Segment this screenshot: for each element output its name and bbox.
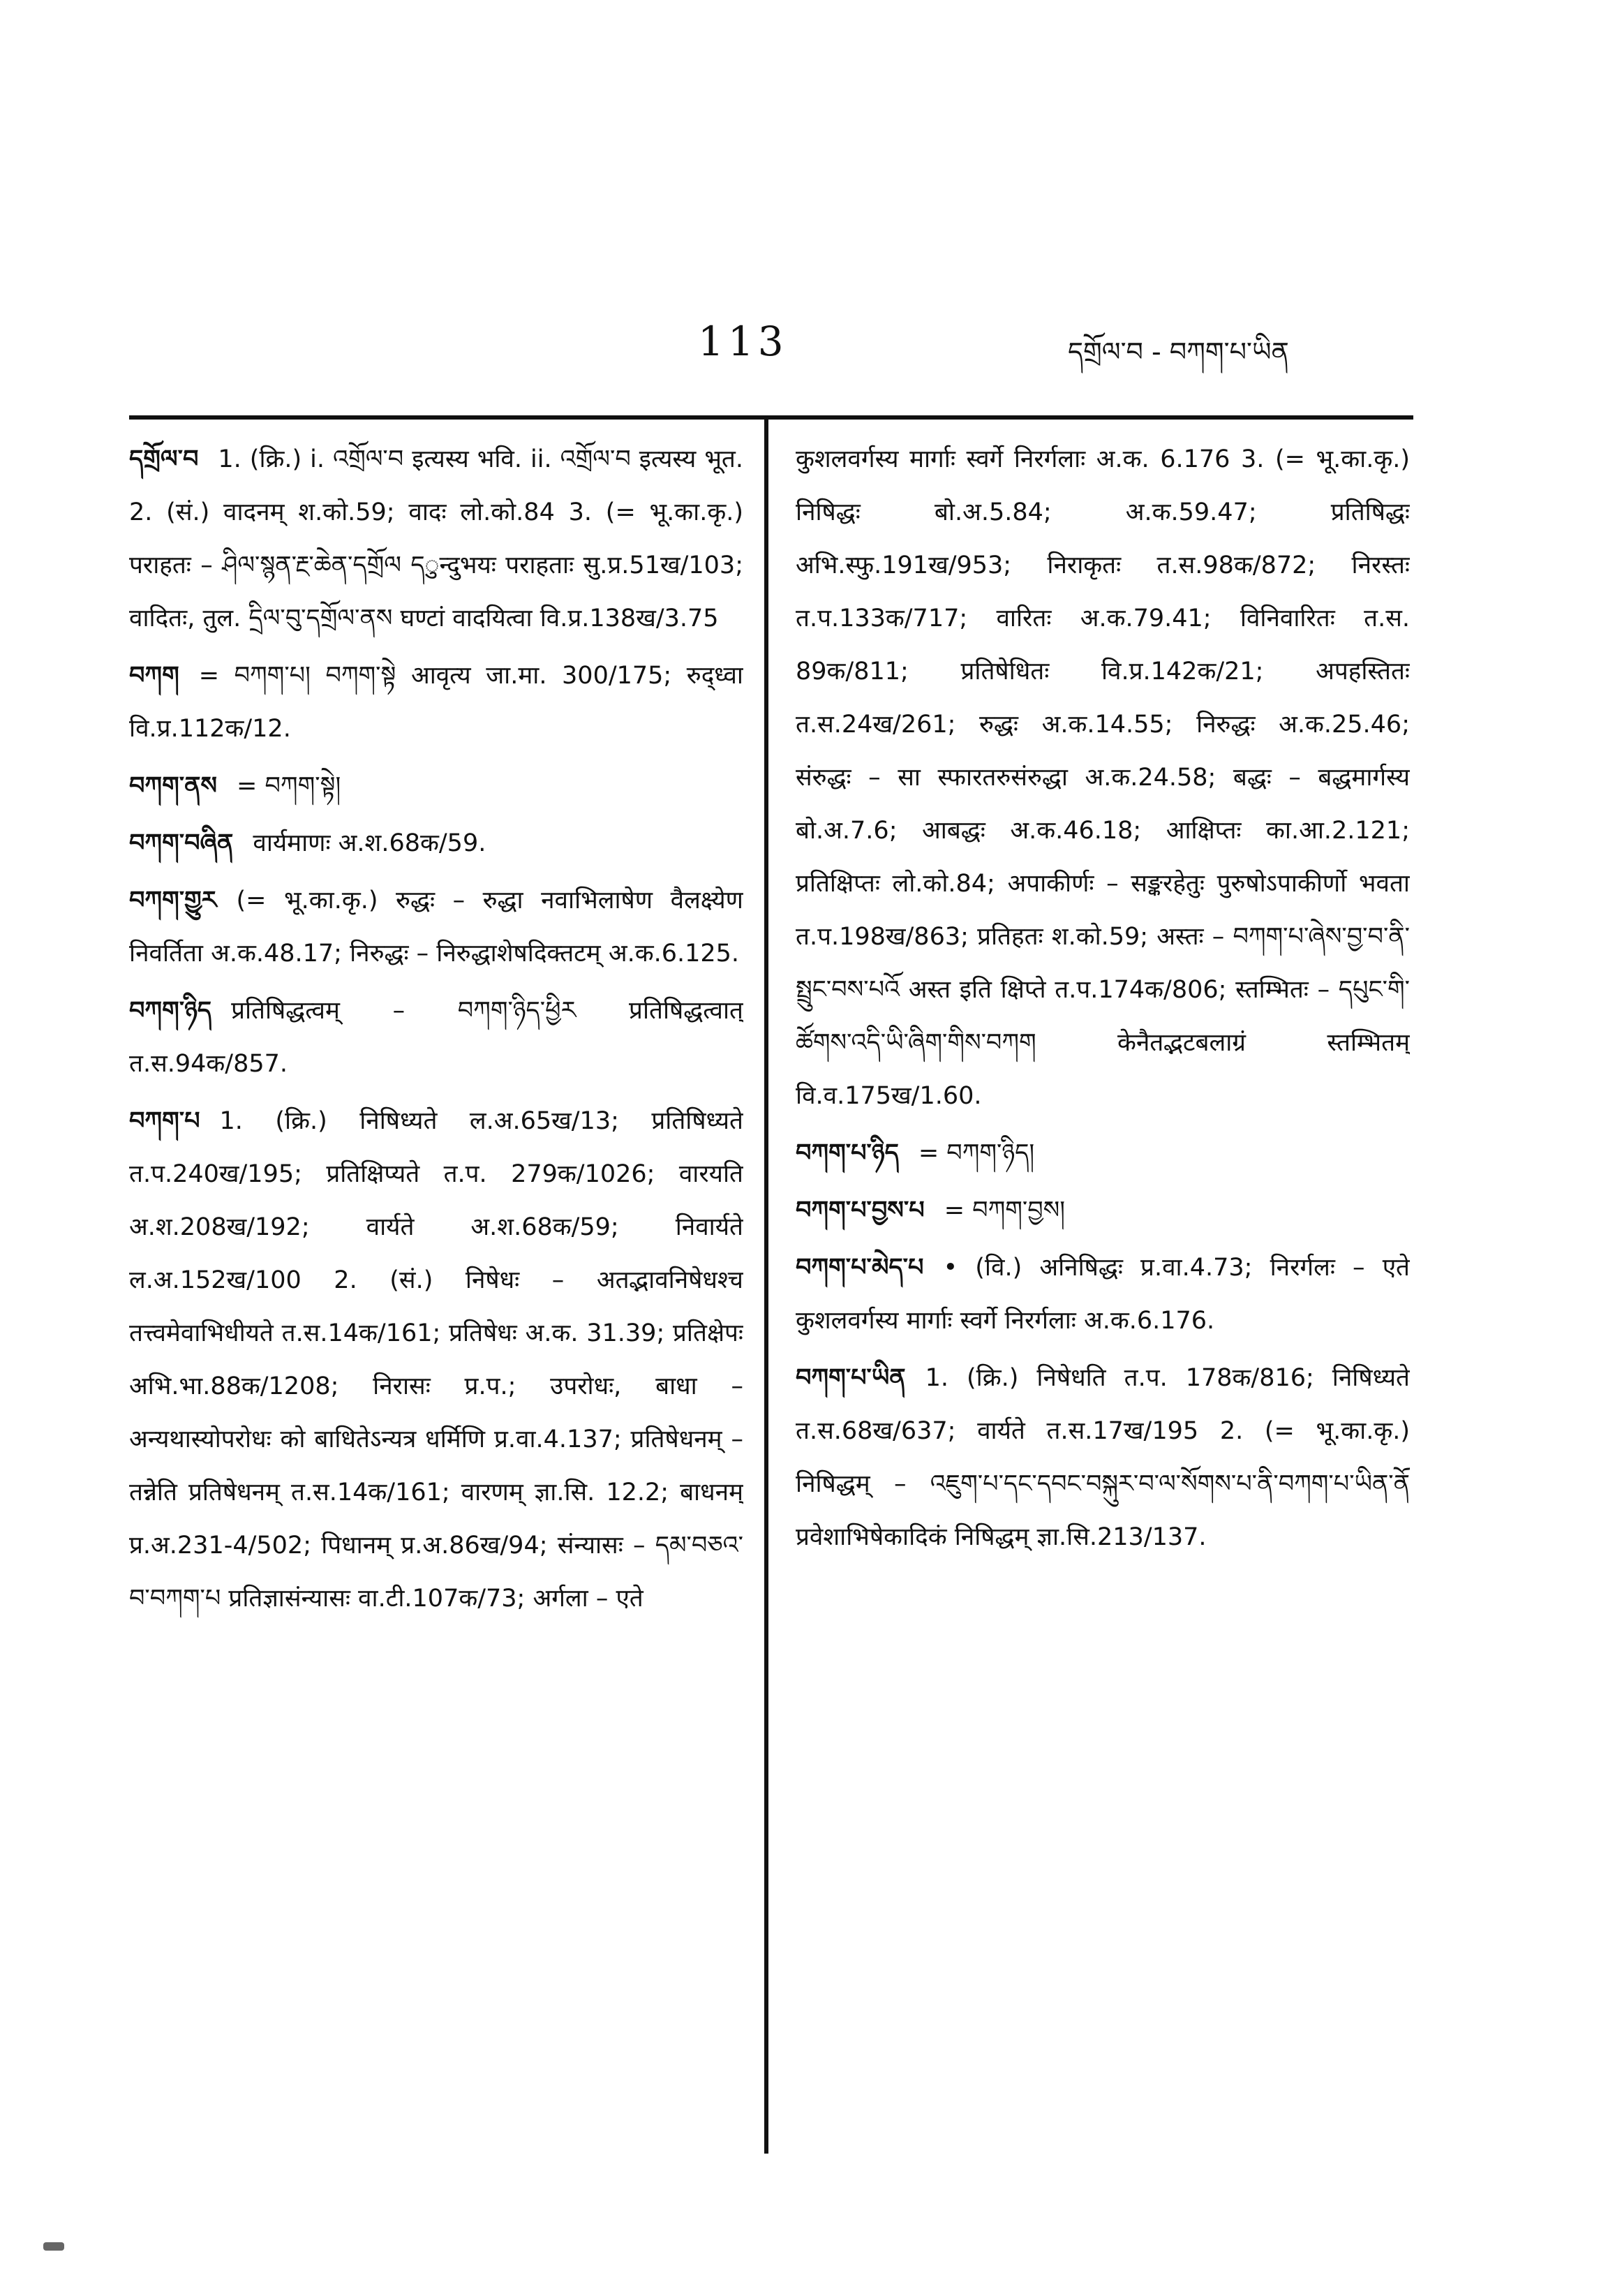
dictionary-entry: [129, 760, 743, 813]
headword: བཀག་པ་ཡིན: [796, 1364, 906, 1392]
entry-text: = བཀག་ཉིད།: [918, 1139, 1035, 1167]
entry-text: = བཀག་པ། བཀག་སྟེ आवृत्य जा.मा. 300/175; रुद्ध्वा वि.प्र.112क/12.: [129, 662, 743, 743]
entry-text: (= भू.का.कृ.) रुद्धः – रुद्धा नवाभिलाषेण वैलक्ष्येण निवर्तिता अ.क.48.17; निरुद्धः – निरुद्धाशेषदिक्तटम् अ.क.6.125.: [129, 887, 743, 968]
entry-text: • (वि.) अनिषिद्धः प्र.वा.4.73; निरर्गलः – एते कुशलवर्गस्य मार्गाः स्वर्गे निरर्गलाः अ.क.6.176.: [796, 1254, 1410, 1335]
column-divider: [764, 419, 768, 2154]
dictionary-entry: [796, 1351, 1410, 1564]
headword: བཀག་པ་ཉིད: [796, 1139, 899, 1167]
dictionary-entry: [796, 1241, 1410, 1347]
top-rule: [129, 415, 1413, 420]
entry-text: 1. (क्रि.) i. འགྲོལ་བ इत्यस्य भवि. ii. འགྲོལ་བ इत्यस्य भूत. 2. (सं.) वादनम् श.को.59; वादः लो.को.84 3. (= भू.का.कृ.) पराहतः – ཤིལ་སྙན་རྔ་ཆེན་དགྲོལ དुन्दुभयः पराहताः सु.प्र.51ख/103; वादितः, तुल. དྲིལ་བུ་དགྲོལ་ནས घण्टां वादयित्वा वि.प्र.138ख/3.75: [129, 445, 743, 632]
dictionary-entry: [796, 1127, 1410, 1180]
entry-text: प्रतिषिद्धत्वम् – བཀག་ཉིད་ཕྱིར प्रतिषिद्धत्वात् त.स.94क/857.: [129, 997, 743, 1078]
dictionary-entry: [129, 874, 743, 980]
headword: བཀག: [129, 662, 179, 690]
dictionary-entry: [129, 433, 743, 645]
headword: བཀག་གྱུར: [129, 887, 217, 914]
dictionary-entry: [129, 1095, 743, 1625]
left-column: [129, 433, 743, 2136]
running-head: དགྲོལ་བ - བཀག་པ་ཡིན: [1068, 336, 1289, 367]
headword: བཀག་བཞིན: [129, 829, 234, 857]
dictionary-entry: [129, 984, 743, 1090]
scan-artifact: [43, 2242, 64, 2251]
right-column: [796, 433, 1410, 2136]
headword: དགྲོལ་བ: [129, 445, 199, 473]
entry-text: = བཀག་སྟེ།: [237, 772, 341, 800]
dictionary-entry: [796, 1184, 1410, 1237]
entry-text: वार्यमाणः अ.श.68क/59.: [253, 829, 486, 857]
entry-text: 1. (क्रि.) निषिध्यते ल.अ.65ख/13; प्रतिषिध्यते त.प.240ख/195; प्रतिक्षिप्यते त.प. 279क/1026; वारयति अ.श.208ख/192; वार्यते अ.श.68क/59; निवार्यते ल.अ.152ख/100 2. (सं.) निषेधः – अतद्भावनिषेधश्च तत्त्वमेवाभिधीयते त.स.14क/161; प्रतिषेधः अ.क. 31.39; प्रतिक्षेपः अभि.भा.88क/1208; निरासः प्र.प.; उपरोधः, बाधा – अन्यथास्योपरोधः को बाधितेऽन्यत्र धर्मिणि प्र.वा.4.137; प्रतिषेधनम् – तन्नेति प्रतिषेधनम् त.स.14क/161; वारणम् ज्ञा.सि. 12.2; बाधनम् प्र.अ.231-4/502; पिधानम् प्र.अ.86ख/94; संन्यासः – དམ་བཅའ་བ་བཀག་པ प्रतिज्ञासंन्यासः वा.टी.107क/73; अर्गला – एते: [129, 1107, 743, 1613]
headword: བཀག་པ་མེད་པ: [796, 1254, 924, 1282]
page-number: 113: [698, 318, 788, 365]
headword: བཀག་ཉིད: [129, 997, 212, 1025]
dictionary-entry-continued: [796, 433, 1410, 1123]
entry-text: कुशलवर्गस्य मार्गाः स्वर्गे निरर्गलाः अ.क. 6.176 3. (= भू.का.कृ.) निषिद्धः बो.अ.5.84; अ.क.59.47; प्रतिषिद्धः अभि.स्फु.191ख/953; निराकृतः त.स.98क/872; निरस्तः त.प.133क/717; वारितः अ.क.79.41; विनिवारितः त.स. 89क/811; प्रतिषेधितः वि.प्र.142क/21; अपहस्तितः त.स.24ख/261; रुद्धः अ.क.14.55; निरुद्धः अ.क.25.46; संरुद्धः – सा स्फारतरुसंरुद्धा अ.क.24.58; बद्धः – बद्धमार्गस्य बो.अ.7.6; आबद्धः अ.क.46.18; आक्षिप्तः का.आ.2.121; प्रतिक्षिप्तः लो.को.84; अपाकीर्णः – सङ्करहेतुः पुरुषोऽपाकीर्णो भवता त.प.198ख/863; प्रतिहतः श.को.59; अस्तः – བཀག་པ་ཞེས་བྱ་བ་ནི་སྤྲུང་བས་པའོ अस्त इति क्षिप्ते त.प.174क/806; स्तम्भितः – དཔུང་གི་ཚོགས་འདི་ཡི་ཞིག་གིས་བཀག केनैतद्भटबलाग्रं स्तम्भितम् वि.व.175ख/1.60.: [796, 445, 1410, 1110]
dictionary-entry: [129, 817, 743, 870]
headword: བཀག་པ: [129, 1107, 200, 1135]
dictionary-entry: [129, 649, 743, 755]
entry-text: 1. (क्रि.) निषेधति त.प. 178क/816; निषिध्यते त.स.68ख/637; वार्यते त.स.17ख/195 2. (= भू.का.कृ.) निषिद्धम् – འཇུག་པ་དང་དབང་བསྐུར་བ་ལ་སོགས་པ་ནི་བཀག་པ་ཡིན་ནོ प्रवेशाभिषेकादिकं निषिद्धम् ज्ञा.सि.213/137.: [796, 1364, 1410, 1551]
headword: བཀག་པ་བྱས་པ: [796, 1197, 925, 1224]
entry-text: = བཀག་བྱས།: [944, 1197, 1066, 1224]
headword: བཀག་ནས: [129, 772, 218, 800]
